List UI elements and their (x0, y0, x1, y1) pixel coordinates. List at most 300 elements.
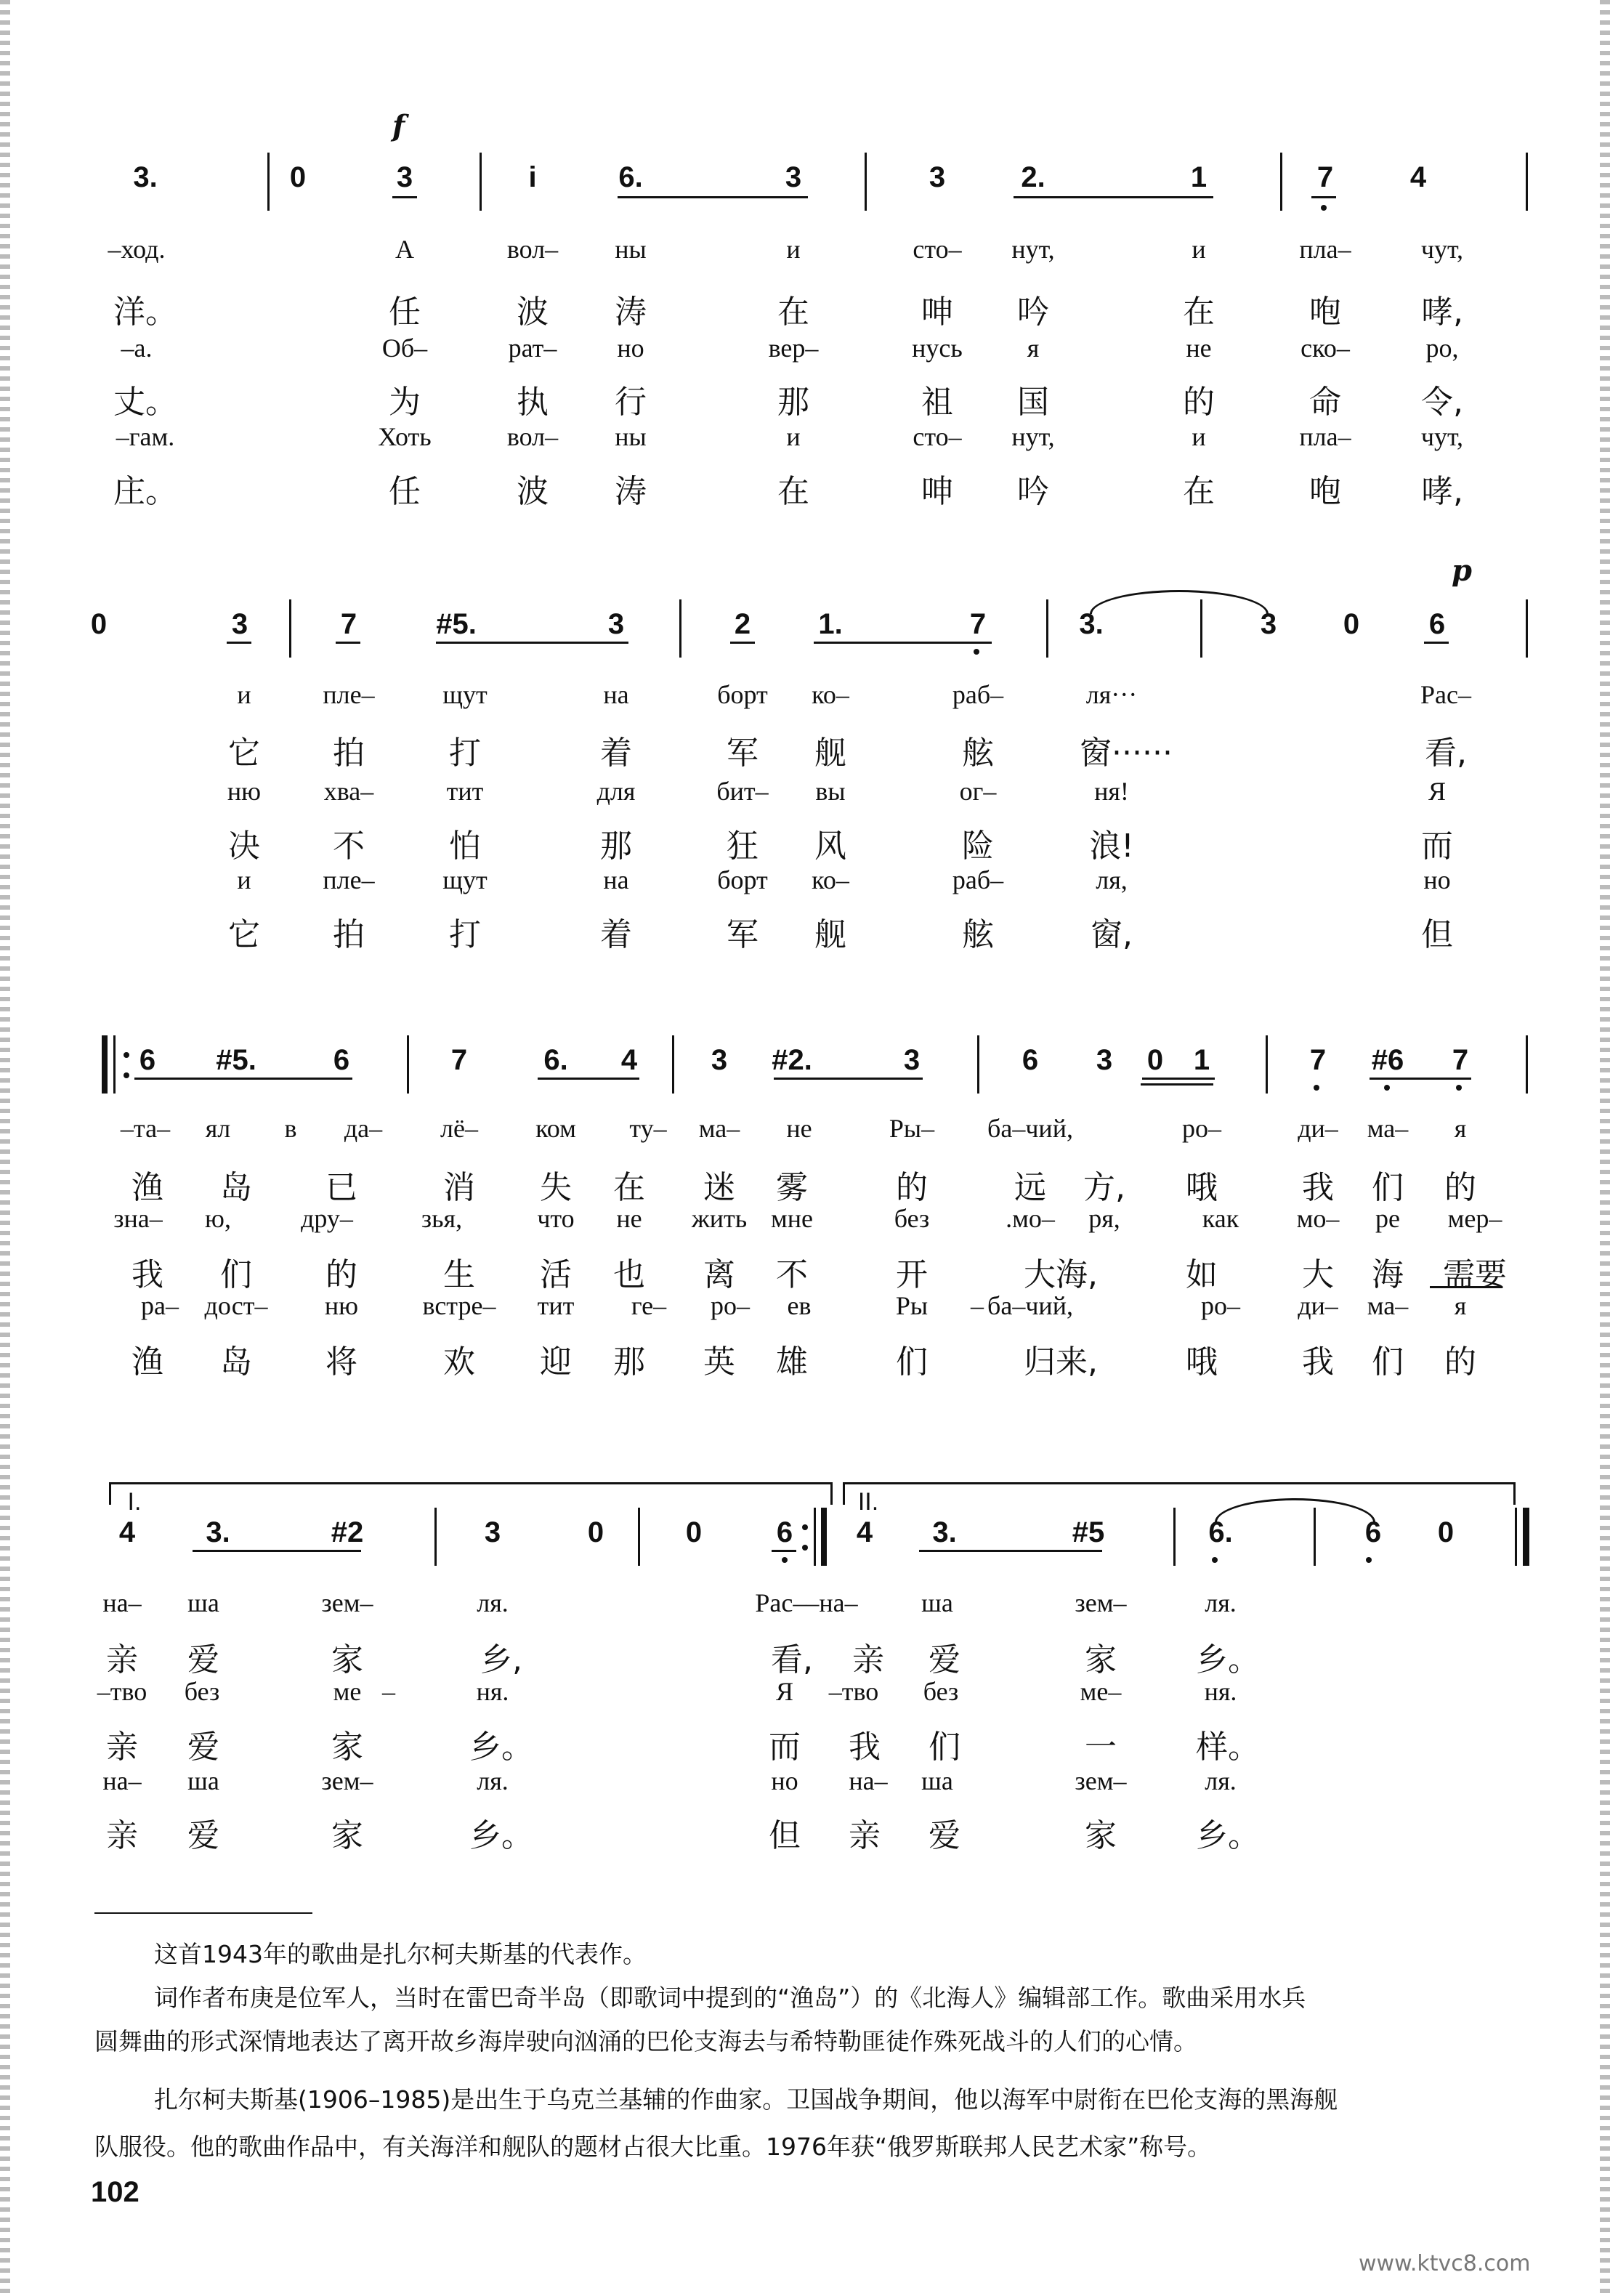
russian-lyric-syllable: Я (1428, 777, 1447, 806)
chinese-lyric-syllable: 祖 (921, 384, 953, 421)
chinese-lyric-syllable: 爱 (187, 1641, 219, 1678)
footnote-paragraph-2-line-2: 圆舞曲的形式深情地表达了离开故乡海岸驶向汹涌的巴伦支海去与希特勒匪徒作殊死战斗的人们的心情。 (94, 2027, 1197, 2056)
chinese-lyric-syllable: 我 (1302, 1169, 1334, 1206)
chinese-lyric-syllable: 任 (389, 294, 421, 331)
chinese-lyric-syllable: 打 (449, 735, 481, 772)
beam-underline (618, 196, 808, 198)
russian-lyric-syllable: нут, (1011, 422, 1055, 451)
chinese-lyric-syllable: 而 (1421, 828, 1453, 865)
chinese-lyric-syllable: 海 (1372, 1256, 1404, 1293)
chinese-lyric-syllable: 我 (849, 1729, 881, 1766)
chinese-lyric-syllable: 雾 (776, 1169, 808, 1206)
russian-lyric-syllable: борт (717, 865, 768, 894)
russian-lyric-syllable: и (786, 422, 801, 451)
russian-lyric-syllable: пла– (1299, 422, 1351, 451)
chinese-lyric-syllable: 不 (333, 828, 365, 865)
russian-lyric-syllable: ту– (629, 1114, 667, 1143)
russian-lyric-syllable: на– (102, 1588, 142, 1617)
chinese-lyric-syllable: 亲 (106, 1641, 138, 1678)
russian-lyric-syllable: –а. (121, 334, 153, 363)
chinese-lyric-syllable: 岛 (220, 1169, 252, 1206)
russian-lyric-syllable: ра– (141, 1291, 179, 1320)
beam-underline (772, 1550, 796, 1552)
chinese-lyric-syllable: 家 (1085, 1641, 1117, 1678)
russian-lyric-syllable: без (184, 1677, 220, 1706)
chinese-lyric-syllable: 任 (389, 473, 421, 510)
russian-lyric-syllable: сто– (913, 235, 962, 264)
russian-lyric-syllable: мо– (1296, 1204, 1340, 1233)
russian-lyric-syllable: ге– (631, 1291, 667, 1320)
chinese-lyric-syllable: 亲 (852, 1641, 884, 1678)
russian-lyric-syllable: без (923, 1677, 959, 1706)
russian-lyric-syllable: в (284, 1114, 297, 1143)
russian-lyric-syllable: на– (102, 1766, 142, 1795)
russian-lyric-syllable: зем– (321, 1766, 373, 1795)
repeat-dot (124, 1052, 129, 1058)
russian-lyric-syllable: дост– (204, 1291, 268, 1320)
note: 0 (1343, 608, 1360, 640)
barline (1046, 599, 1048, 658)
chinese-lyric-syllable: 怕 (449, 828, 481, 865)
chinese-lyric-syllable: 涛 (615, 473, 647, 510)
russian-lyric-syllable: ша (187, 1588, 219, 1617)
russian-lyric-syllable: сто– (913, 422, 962, 451)
note: 4 (118, 1516, 136, 1548)
note: 6 (776, 1516, 793, 1548)
chinese-lyric-syllable: 们 (220, 1256, 252, 1293)
russian-lyric-syllable: ди– (1298, 1291, 1338, 1320)
volta-bracket-2 (843, 1482, 1516, 1505)
dynamic-piano: p (1452, 554, 1472, 588)
chinese-lyric-syllable: 渔 (132, 1169, 163, 1206)
russian-lyric-syllable: жить (691, 1204, 748, 1233)
russian-lyric-syllable: без (894, 1204, 930, 1233)
repeat-end-thick-bar (821, 1508, 827, 1566)
note: 3 (607, 608, 625, 640)
watermark: www.ktvc8.com (1359, 2251, 1531, 2276)
chinese-lyric-syllable: 舰 (814, 916, 846, 953)
note: 3 (231, 608, 248, 640)
chinese-lyric-syllable: 的 (1183, 384, 1215, 421)
russian-lyric-syllable: ню (324, 1291, 359, 1320)
chinese-lyric-syllable: 吟 (1017, 294, 1049, 331)
chinese-lyric-syllable: 那 (613, 1343, 645, 1381)
chinese-lyric-syllable: 一 (1085, 1729, 1117, 1766)
russian-lyric-syllable: мне (770, 1204, 814, 1233)
chinese-lyric-syllable: 行 (615, 384, 647, 421)
russian-lyric-syllable: зна– (113, 1204, 163, 1233)
chinese-lyric-syllable: 军 (727, 916, 759, 953)
chinese-lyric-syllable: 风 (814, 828, 846, 865)
note: 6 (1364, 1516, 1382, 1548)
note: 3 (903, 1044, 921, 1076)
chinese-lyric-syllable: 咆 (1309, 473, 1341, 510)
chinese-lyric-syllable: 大 (1302, 1256, 1334, 1293)
russian-lyric-syllable: ял (205, 1114, 231, 1143)
chinese-lyric-syllable: 舰 (814, 735, 846, 772)
beam-underline (436, 642, 628, 644)
chinese-lyric-syllable: 它 (228, 735, 260, 772)
russian-lyric-syllable: я (1454, 1114, 1467, 1143)
chinese-lyric-syllable: 失 (540, 1169, 572, 1206)
barline (289, 599, 291, 658)
chinese-lyric-syllable: 们 (896, 1343, 928, 1381)
barline (1266, 1035, 1268, 1094)
note: 2. (1021, 161, 1045, 193)
barline (638, 1508, 640, 1566)
note: 3. (206, 1516, 230, 1548)
chinese-lyric-syllable: 洋。 (113, 294, 177, 331)
chinese-lyric-syllable: 如 (1186, 1256, 1218, 1293)
russian-lyric-syllable: .мо– (1006, 1204, 1055, 1233)
chinese-lyric-syllable: 爱 (929, 1641, 960, 1678)
russian-lyric-syllable: раб– (952, 680, 1004, 709)
russian-lyric-syllable: ро– (1201, 1291, 1240, 1320)
russian-lyric-syllable: – (971, 1291, 984, 1320)
beam-underline (730, 642, 755, 644)
note: 1. (818, 608, 843, 640)
chinese-lyric-syllable: 岛 (220, 1343, 252, 1381)
barline (1173, 1508, 1176, 1566)
russian-lyric-syllable: ю, (205, 1204, 231, 1233)
russian-lyric-syllable: и (786, 235, 801, 264)
russian-lyric-syllable: как (1202, 1204, 1239, 1233)
beam-underline (1311, 196, 1336, 198)
chinese-lyric-syllable: 乡。 (1196, 1817, 1260, 1854)
beam-underline-double (1141, 1083, 1213, 1086)
chinese-lyric-syllable: 国 (1017, 384, 1049, 421)
note: 7 (969, 608, 987, 640)
chinese-lyric-syllable: 开 (896, 1256, 928, 1293)
barline (1526, 599, 1528, 658)
footnote-paragraph-3-line-2: 队服役。他的歌曲作品中，有关海洋和舰队的题材占很大比重。1976年获“俄罗斯联邦人民艺术家”称号。 (94, 2133, 1212, 2161)
beam-underline (134, 1078, 352, 1080)
chinese-lyric-syllable: 活 (540, 1256, 572, 1293)
chinese-lyric-syllable: 需要 (1443, 1256, 1507, 1293)
barline (672, 1035, 674, 1094)
barline (1526, 1035, 1528, 1094)
chinese-lyric-syllable: 的 (1444, 1169, 1476, 1206)
russian-lyric-syllable: ко– (812, 865, 849, 894)
beam-underline (1014, 196, 1213, 198)
russian-lyric-syllable: вер– (768, 334, 819, 363)
note: 3 (1260, 608, 1277, 640)
page-edge-right (1600, 0, 1610, 2296)
chinese-lyric-syllable: 远 (1014, 1169, 1046, 1206)
chinese-lyric-syllable: 渔 (132, 1343, 163, 1381)
russian-lyric-syllable: Я (775, 1677, 794, 1706)
note: #5 (1072, 1516, 1105, 1548)
chinese-lyric-syllable: 涛 (615, 294, 647, 331)
chinese-lyric-syllable: 执 (517, 384, 549, 421)
chinese-lyric-syllable: 军 (727, 735, 759, 772)
lower-octave-dot (1212, 1557, 1218, 1563)
beam-underline (193, 1550, 361, 1552)
russian-lyric-syllable: ню (227, 777, 262, 806)
barline (1280, 153, 1282, 211)
chinese-lyric-syllable: 波 (517, 473, 549, 510)
note: #2. (772, 1044, 812, 1076)
chinese-lyric-syllable: 在 (1183, 294, 1215, 331)
russian-lyric-syllable: но (617, 334, 644, 363)
chinese-lyric-syllable: 哮, (1421, 294, 1463, 331)
chinese-lyric-syllable: 呻 (921, 294, 953, 331)
russian-lyric-syllable: щут (442, 680, 488, 709)
chinese-lyric-syllable: 们 (929, 1729, 960, 1766)
lower-octave-dot (974, 649, 979, 655)
chinese-lyric-syllable: 险 (962, 828, 994, 865)
chinese-lyric-syllable: 拍 (333, 916, 365, 953)
note: 6 (1022, 1044, 1039, 1076)
russian-lyric-syllable: борт (717, 680, 768, 709)
note: 3 (929, 161, 946, 193)
chinese-lyric-syllable: 方, (1083, 1169, 1125, 1206)
chinese-lyric-syllable: 归来, (1024, 1343, 1098, 1381)
russian-lyric-syllable: –гам. (116, 422, 175, 451)
russian-lyric-syllable: на– (849, 1766, 888, 1795)
chinese-lyric-syllable: 的 (896, 1169, 928, 1206)
lower-octave-dot (1456, 1085, 1462, 1091)
chinese-lyric-syllable: 的 (1444, 1343, 1476, 1381)
russian-lyric-syllable: зем– (321, 1588, 373, 1617)
chinese-lyric-syllable: 乡, (480, 1641, 522, 1678)
russian-lyric-syllable: зем– (1075, 1766, 1127, 1795)
beam-underline (1424, 642, 1449, 644)
note: 7 (1316, 161, 1334, 193)
volta-2-label: II. (857, 1488, 879, 1516)
chinese-lyric-syllable: 欢 (443, 1343, 475, 1381)
note: 3. (932, 1516, 957, 1548)
russian-lyric-syllable: я (1027, 334, 1040, 363)
russian-lyric-syllable: не (616, 1204, 642, 1233)
russian-lyric-syllable: и (1192, 422, 1206, 451)
chinese-lyric-syllable: 样。 (1196, 1729, 1260, 1766)
chinese-lyric-syllable: 雄 (776, 1343, 808, 1381)
beam-underline (538, 1078, 639, 1080)
note: 6. (618, 161, 643, 193)
lower-octave-dot (1384, 1085, 1390, 1091)
chinese-lyric-syllable: 家 (331, 1817, 363, 1854)
beam-underline (392, 196, 417, 198)
final-thick-bar (1523, 1508, 1529, 1566)
chinese-lyric-syllable: 舷 (962, 735, 994, 772)
chinese-lyric-syllable: 家 (1085, 1817, 1117, 1854)
russian-lyric-syllable: Ры– (889, 1114, 935, 1143)
chinese-lyric-syllable: 哦 (1186, 1343, 1218, 1381)
chinese-lyric-syllable: 们 (1372, 1169, 1404, 1206)
note: 7 (340, 608, 357, 640)
chinese-lyric-syllable: 离 (703, 1256, 735, 1293)
chinese-lyric-syllable: 着 (600, 916, 632, 953)
russian-lyric-syllable: на (603, 680, 629, 709)
beam-underline (774, 1078, 923, 1080)
chinese-lyric-syllable: 为 (389, 384, 421, 421)
chinese-lyric-syllable: 而 (769, 1729, 801, 1766)
barline (1526, 153, 1528, 211)
chinese-lyric-syllable: 窗, (1091, 916, 1133, 953)
russian-lyric-syllable: ро– (711, 1291, 750, 1320)
russian-lyric-syllable: ба–чий, (987, 1291, 1073, 1320)
note: #6 (1371, 1044, 1404, 1076)
note: 3. (133, 161, 158, 193)
russian-lyric-syllable: лё– (440, 1114, 478, 1143)
russian-lyric-syllable: –тво (97, 1677, 147, 1706)
repeat-start-thick-bar (102, 1035, 108, 1094)
chinese-lyric-syllable: 在 (1183, 473, 1215, 510)
note: 6. (1208, 1516, 1233, 1548)
chinese-lyric-syllable: 波 (517, 294, 549, 331)
chinese-lyric-syllable: 但 (769, 1817, 801, 1854)
russian-lyric-syllable: для (596, 777, 636, 806)
footnote-paragraph-3-line-1: 扎尔柯夫斯基(1906–1985)是出生于乌克兰基辅的作曲家。卫国战争期间，他以海军中尉衔在巴伦支海的黑海舰 (154, 2085, 1338, 2114)
russian-lyric-syllable: ня! (1094, 777, 1129, 806)
chinese-lyric-syllable: 它 (228, 916, 260, 953)
chinese-lyric-syllable: 在 (777, 294, 809, 331)
chinese-lyric-syllable: 咆 (1309, 294, 1341, 331)
tie-slur (1090, 590, 1269, 614)
chinese-lyric-syllable: 着 (600, 735, 632, 772)
russian-lyric-syllable: ля. (477, 1766, 509, 1795)
chinese-lyric-syllable: 亲 (849, 1817, 881, 1854)
note: 7 (450, 1044, 468, 1076)
russian-lyric-syllable: ля. (1205, 1588, 1237, 1617)
russian-lyric-syllable: А (395, 235, 414, 264)
chinese-lyric-syllable: 乡。 (469, 1817, 533, 1854)
russian-lyric-syllable: ша (921, 1766, 953, 1795)
chinese-lyric-syllable: 命 (1309, 384, 1341, 421)
chinese-lyric-syllable: 迎 (540, 1343, 572, 1381)
dynamic-forte: f (392, 109, 405, 143)
russian-lyric-syllable: Ры (895, 1291, 929, 1320)
chinese-lyric-syllable: 拍 (333, 735, 365, 772)
russian-lyric-syllable: ша (187, 1766, 219, 1795)
beam-underline (814, 642, 992, 644)
russian-lyric-syllable: зем– (1075, 1588, 1127, 1617)
chinese-lyric-syllable: 决 (228, 828, 260, 865)
note: 6 (1428, 608, 1446, 640)
chinese-lyric-syllable: 亲 (106, 1817, 138, 1854)
russian-lyric-syllable: чут, (1420, 235, 1464, 264)
russian-lyric-syllable: ня. (476, 1677, 509, 1706)
chinese-lyric-syllable: 迷 (703, 1169, 735, 1206)
barline (434, 1508, 437, 1566)
note: #5. (436, 608, 477, 640)
russian-lyric-syllable: чут, (1420, 422, 1464, 451)
russian-lyric-syllable: ня. (1204, 1677, 1237, 1706)
note: 3 (785, 161, 802, 193)
russian-lyric-syllable: ны (615, 422, 647, 451)
russian-lyric-syllable: зья, (421, 1204, 463, 1233)
chinese-lyric-syllable: 爱 (187, 1729, 219, 1766)
russian-lyric-syllable: ев (787, 1291, 812, 1320)
russian-lyric-syllable: пле– (323, 865, 375, 894)
chinese-lyric-syllable: 但 (1421, 916, 1453, 953)
russian-lyric-syllable: но (1423, 865, 1451, 894)
russian-lyric-syllable: тит (446, 777, 484, 806)
beam-underline (336, 642, 360, 644)
note: 0 (289, 161, 307, 193)
beam-underline (1142, 1078, 1215, 1080)
note: 3 (396, 161, 413, 193)
note: 4 (1409, 161, 1427, 193)
russian-lyric-syllable: не (786, 1114, 812, 1143)
chinese-lyric-syllable: 舷 (962, 916, 994, 953)
russian-lyric-syllable: рат– (508, 334, 557, 363)
russian-lyric-syllable: Рас– (1420, 680, 1471, 709)
repeat-dot (802, 1545, 808, 1551)
russian-lyric-syllable: ля··· (1085, 680, 1138, 709)
chinese-lyric-syllable: 我 (1302, 1343, 1334, 1381)
russian-lyric-syllable: –та– (120, 1114, 171, 1143)
russian-lyric-syllable: Хоть (378, 422, 432, 451)
russian-lyric-syllable: пла– (1299, 235, 1351, 264)
chinese-lyric-syllable: 爱 (187, 1817, 219, 1854)
chinese-lyric-syllable: 也 (613, 1256, 645, 1293)
russian-lyric-syllable: –тво (828, 1677, 879, 1706)
note: #5. (216, 1044, 256, 1076)
chinese-lyric-syllable: 生 (443, 1256, 475, 1293)
russian-lyric-syllable: пле– (323, 680, 375, 709)
chinese-lyric-syllable: 亲 (106, 1729, 138, 1766)
chinese-lyric-syllable: 乡。 (1196, 1641, 1260, 1678)
russian-lyric-syllable: ско– (1300, 334, 1350, 363)
russian-lyric-syllable: ро, (1425, 334, 1459, 363)
russian-lyric-syllable: не (1186, 334, 1212, 363)
russian-lyric-syllable: встре– (422, 1291, 496, 1320)
russian-lyric-syllable: ма– (698, 1114, 740, 1143)
note: 0 (1146, 1044, 1164, 1076)
russian-lyric-syllable: – (382, 1677, 395, 1706)
russian-lyric-syllable: ны (615, 235, 647, 264)
chinese-lyric-syllable: 庄。 (113, 473, 177, 510)
russian-lyric-syllable: хва– (323, 777, 374, 806)
russian-lyric-syllable: и (237, 865, 251, 894)
chinese-lyric-syllable: 看, (1425, 735, 1467, 772)
beam-underline (1370, 1078, 1471, 1080)
russian-lyric-syllable: дру– (301, 1204, 353, 1233)
russian-lyric-syllable: вы (815, 777, 846, 806)
chinese-lyric-syllable: 打 (449, 916, 481, 953)
note: 2 (734, 608, 751, 640)
chinese-lyric-syllable: 那 (777, 384, 809, 421)
russian-lyric-syllable: да– (344, 1114, 383, 1143)
note: 6 (139, 1044, 156, 1076)
chinese-lyric-syllable: 不 (776, 1256, 808, 1293)
chinese-lyric-syllable: 家 (331, 1641, 363, 1678)
repeat-dot (124, 1072, 129, 1078)
russian-lyric-syllable: ля, (1096, 865, 1128, 894)
final-thin-bar (1515, 1508, 1517, 1566)
note: 3 (484, 1516, 501, 1548)
footnote-paragraph-2-line-1: 词作者布庚是位军人，当时在雷巴奇半岛（即歌词中提到的“渔岛”）的《北海人》编辑部工作。歌曲采用水兵 (154, 1984, 1306, 2012)
chinese-lyric-syllable: 在 (777, 473, 809, 510)
chinese-lyric-syllable: 哮, (1421, 473, 1463, 510)
russian-lyric-syllable: ко– (812, 680, 849, 709)
barline (679, 599, 681, 658)
note: 0 (685, 1516, 703, 1548)
russian-lyric-syllable: Рас––на– (755, 1588, 858, 1617)
chinese-lyric-syllable: 那 (600, 828, 632, 865)
chinese-lyric-syllable: 我 (132, 1256, 163, 1293)
page-number: 102 (91, 2176, 139, 2208)
note: 1 (1190, 161, 1208, 193)
russian-lyric-syllable: и (237, 680, 251, 709)
chinese-lyric-syllable: 浪! (1089, 828, 1134, 865)
chinese-lyric-syllable: 呻 (921, 473, 953, 510)
russian-lyric-syllable: ма– (1367, 1114, 1409, 1143)
chinese-lyric-syllable: 们 (1372, 1343, 1404, 1381)
russian-lyric-syllable: ре (1375, 1204, 1400, 1233)
